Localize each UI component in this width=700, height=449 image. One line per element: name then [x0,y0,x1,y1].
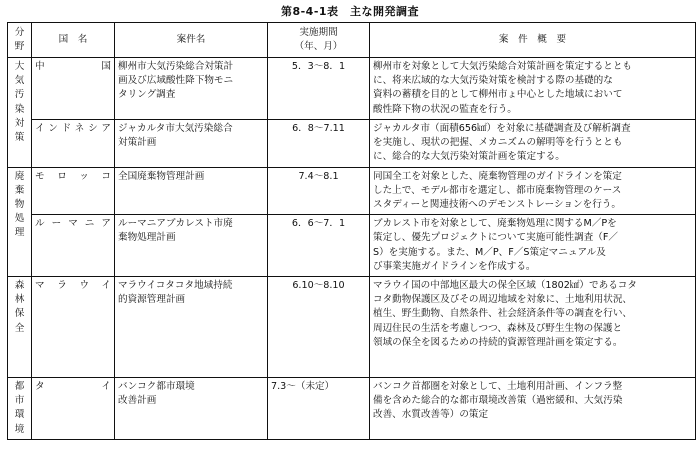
development-survey-table [7,22,696,440]
country-cell: 中 国 [32,58,115,120]
summary-cell: 柳州市を対象として大気汚染総合対策計画を策定するととも に、将来広域的な大気汚染対策を検討する際の基礎的な 資料の蓄積を目的として柳州市ょ中心とした地域において 酸性降下物の状況の監査を行う。 [370,58,696,120]
field-air-pollution: 大 気 汚 染 対 策 [8,58,32,168]
table-title: 第8-4-1表 主な開発調査 [280,5,420,18]
table-row [8,378,696,440]
project-cell: マラウイコタコタ地域持続 的資源管理計画 [115,277,268,378]
country-cell: モロッコ [32,167,115,215]
field-urban-environment: 都 市 環 境 [8,378,32,440]
project-cell: ルーマニアブカレスト市廃 棄物処理計画 [115,215,268,277]
country-cell: ルーマニア [32,215,115,277]
table-row [8,277,696,378]
project-cell: ジャカルタ市大気汚染総合 対策計画 [115,120,268,168]
summary-cell: マラウイ国の中部地区最大の保全区域（1802㎢）であるコタ コタ動物保護区及びその周辺地域を対象に、土地利用状況、 植生、野生動物、自然条件、社会経済条件等の調査を行い、 周辺住民の生活を考慮しつつ、森林及び野生生物の保護と 領域の保全を図るための持続的資源管理計画を策定する。 [370,277,696,378]
period-cell: 7.3〜（未定） [268,378,370,440]
header-period: 実施期間 （年、月） [268,23,370,58]
summary-cell: 同国全工を対象とした、廃棄物管理のガイドラインを策定 した上で、モデル都市を選定し、都市廃棄物管理のケース スタディーと関連技術へのデモンストレーションを行う。 [370,167,696,215]
table-row [8,215,696,277]
period-cell: 6．8〜7.11 [268,120,370,168]
period-cell: 6．6〜7．1 [268,215,370,277]
period-cell: 7.4〜8.1 [268,167,370,215]
summary-cell: ジャカルタ市（面積656㎢）を対象に基礎調査及び解析調査 を実施し、現状の把握、メカニズムの解明等を行うととも に、総合的な大気汚染対策計画を策定する。 [370,120,696,168]
header-row [8,23,696,58]
project-cell: 柳州市大気汚染総合対策計 画及び広域酸性降下物モニ タリング調査 [115,58,268,120]
period-cell: 6.10〜8.10 [268,277,370,378]
country-cell: タ イ [32,378,115,440]
country-cell: インドネシア [32,120,115,168]
country-cell: マラウイ [32,277,115,378]
field-waste-management: 廃 棄 物 処 理 [8,167,32,276]
summary-cell: バンコク首都圏を対象として、土地利用計画、インフラ整 備を含めた総合的な都市環境改善策（過密緩和、大気汚染 改善、水質改善等）の策定 [370,378,696,440]
project-cell: バンコク都市環境 改善計画 [115,378,268,440]
period-cell: 5．3〜8．1 [268,58,370,120]
project-cell: 全国廃棄物管理計画 [115,167,268,215]
header-summary: 案 件 概 要 [370,23,696,58]
table-row [8,58,696,120]
field-forest-conservation: 森 林 保 全 [8,277,32,378]
summary-cell: ブカレスト市を対象として、廃棄物処理に関するM／Pを 策定し、優先プロジェクトについて実施可能性調査（F／ S）を実施する。また、M／P、F／S策定マニュアル及 び事業実施ガイドラインを作成する。 [370,215,696,277]
header-country: 国 名 [32,23,115,58]
table-row [8,167,696,215]
header-project: 案件名 [115,23,268,58]
table-row [8,120,696,168]
header-field: 分 野 [8,23,32,58]
